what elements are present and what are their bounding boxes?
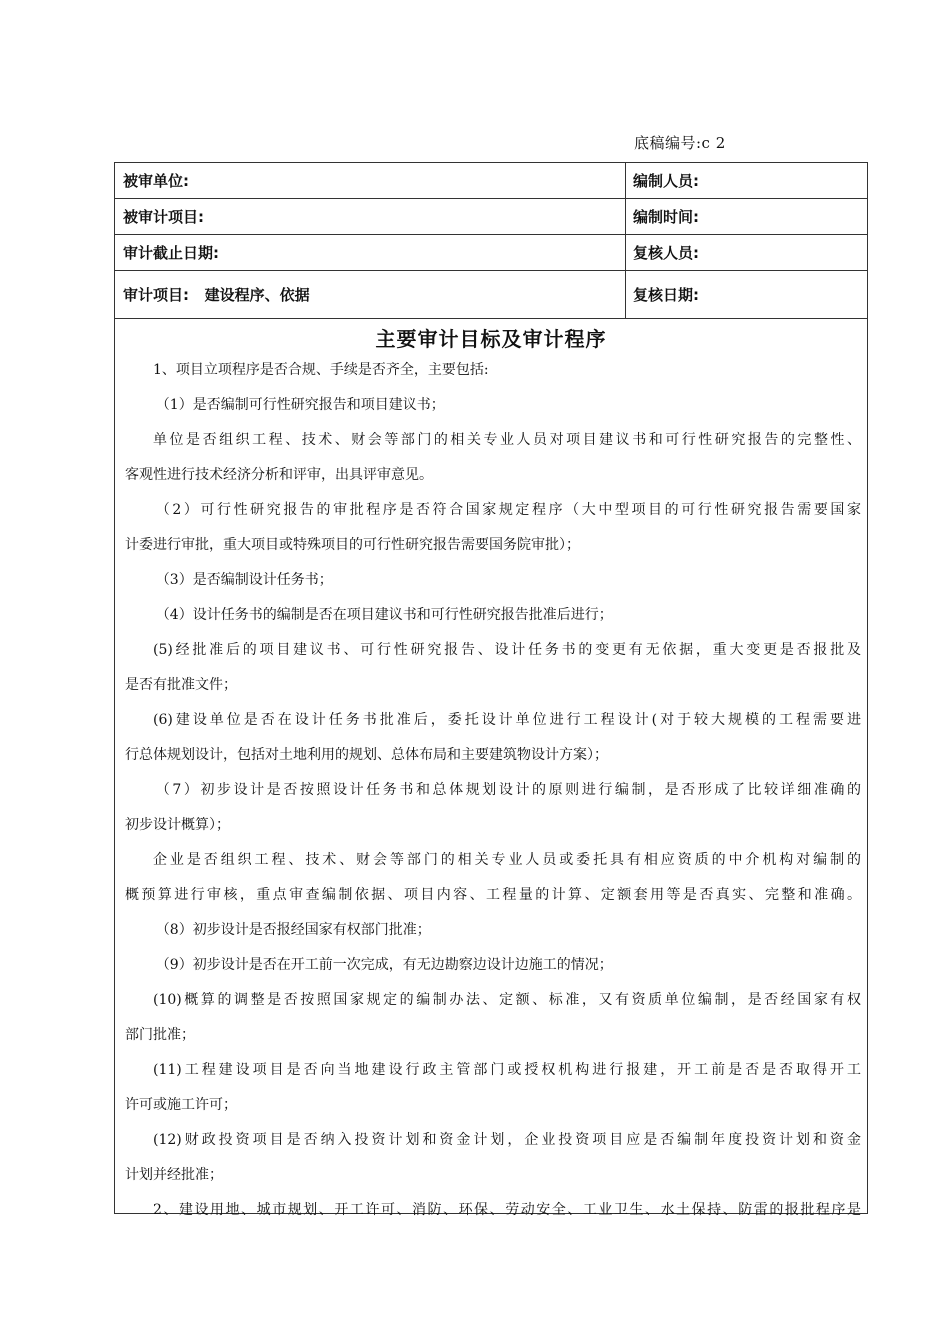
header-row-audit-item (115, 271, 867, 319)
procedure-paragraph: （3）是否编制设计任务书； (155, 572, 333, 588)
label-prepared-time: 编制时间: (633, 208, 699, 226)
header-row-cutoff (115, 235, 867, 271)
procedure-paragraph: 1、项目立项程序是否合规、手续是否齐全，主要包括: (153, 362, 489, 378)
procedure-paragraph: （8）初步设计是否报经国家有权部门批准； (155, 922, 431, 938)
procedure-paragraph: (6)建设单位是否在设计任务书批准后，委托设计单位进行工程设计(对于较大规模的工程需要进 (153, 712, 861, 728)
label-auditee: 被审单位: (123, 172, 189, 190)
procedure-paragraph: 概预算进行审核，重点审查编制依据、项目内容、工程量的计算、定额套用等是否真实、完整和准确。 (125, 887, 861, 903)
audit-procedures-body (125, 353, 861, 1228)
label-audited-project: 被审计项目: (123, 208, 204, 226)
procedure-paragraph: (10)概算的调整是否按照国家规定的编制办法、定额、标准，又有资质单位编制，是否经国家有权 (153, 992, 861, 1008)
procedure-paragraph: 企业是否组织工程、技术、财会等部门的相关专业人员或委托具有相应资质的中介机构对编制的 (153, 852, 861, 868)
audit-working-paper (114, 162, 868, 1218)
procedure-paragraph: （7）初步设计是否按照设计任务书和总体规划设计的原则进行编制，是否形成了比较详细准确的 (155, 782, 861, 798)
procedure-paragraph: （1）是否编制可行性研究报告和项目建议书； (155, 397, 445, 413)
label-reviewer: 复核人员: (633, 244, 699, 262)
label-audit-item: 审计项目: 建设程序、依据 (123, 286, 310, 304)
procedure-paragraph: 初步设计概算）； (125, 817, 230, 833)
label-review-date: 复核日期: (633, 286, 699, 304)
procedure-paragraph: （9）初步设计是否在开工前一次完成，有无边勘察边设计边施工的情况； (155, 957, 613, 973)
procedure-paragraph: (12)财政投资项目是否纳入投资计划和资金计划，企业投资项目应是否编制年度投资计划和资金 (153, 1132, 861, 1148)
procedure-paragraph: 行总体规划设计，包括对土地利用的规划、总体布局和主要建筑物设计方案）； (125, 747, 608, 763)
procedure-paragraph: 是否有批准文件； (125, 677, 237, 693)
section-title: 主要审计目标及审计程序 (375, 327, 607, 351)
procedure-paragraph: 许可或施工许可； (125, 1097, 237, 1113)
procedure-paragraph: 计委进行审批，重大项目或特殊项目的可行性研究报告需要国务院审批）； (125, 537, 580, 553)
procedure-paragraph: 2、建设用地、城市规划、开工许可、消防、环保、劳动安全、工业卫生、水土保持、防雷的报批程序是 (153, 1202, 861, 1218)
header-row-project (115, 199, 867, 235)
procedure-paragraph: (11)工程建设项目是否向当地建设行政主管部门或授权机构进行报建，开工前是否是否取得开工 (153, 1062, 861, 1078)
procedure-paragraph: 客观性进行技术经济分析和评审，出具评审意见。 (125, 467, 433, 483)
procedure-paragraph: （2）可行性研究报告的审批程序是否符合国家规定程序（大中型项目的可行性研究报告需要国家 (155, 502, 861, 518)
procedure-paragraph: 部门批准； (125, 1027, 195, 1043)
procedure-paragraph: 计划并经批准； (125, 1167, 223, 1183)
label-cutoff-date: 审计截止日期: (123, 244, 219, 262)
procedure-paragraph: (5)经批准后的项目建议书、可行性研究报告、设计任务书的变更有无依据，重大变更是否报批及 (153, 642, 861, 658)
document-code: 底稿编号:c 2 (634, 134, 726, 152)
header-row-auditee (115, 163, 867, 199)
procedure-paragraph: （4）设计任务书的编制是否在项目建议书和可行性研究报告批准后进行； (155, 607, 613, 623)
procedure-paragraph: 单位是否组织工程、技术、财会等部门的相关专业人员对项目建议书和可行性研究报告的完整性、 (153, 432, 861, 448)
label-preparer: 编制人员: (633, 172, 699, 190)
